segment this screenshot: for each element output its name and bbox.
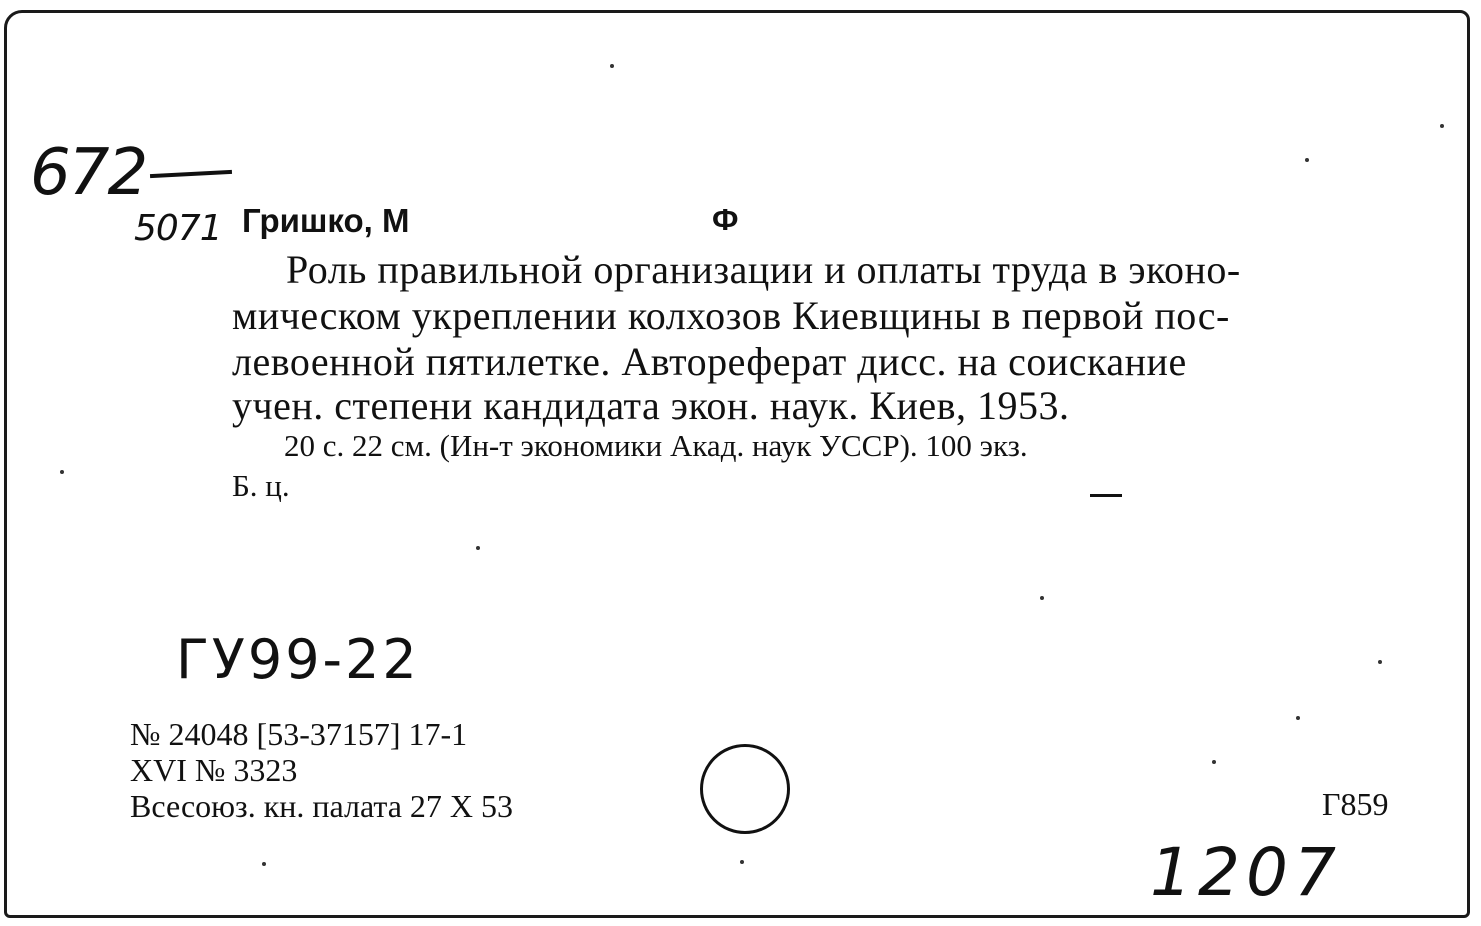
speck (1296, 716, 1300, 720)
printer-code: Г859 (1322, 786, 1389, 822)
speck (60, 470, 64, 474)
speck (1305, 158, 1309, 162)
title-line: левоенной пятилетке. Автореферат дисс. на соискание (232, 339, 1187, 384)
price-note: Б. ц. (232, 468, 290, 503)
stamp-circle (700, 744, 790, 834)
shelf-mark-top: 672 (30, 136, 147, 210)
speck (262, 862, 266, 866)
physical-description: 20 с. 22 см. (Ин-т экономики Акад. наук УССР). 100 экз. (284, 428, 1028, 463)
speck (1378, 660, 1382, 664)
author-name: Гришко, М (242, 202, 410, 239)
shelf-mark-bottom: 5071 (134, 208, 222, 249)
speck (476, 546, 480, 550)
author-patronymic: Ф (712, 202, 739, 237)
speck (610, 64, 614, 68)
handwritten-number: 1207 (1150, 834, 1342, 911)
title-line: Роль правильной организации и оплаты труда в эконо- (286, 247, 1241, 292)
speck (1040, 596, 1044, 600)
dash-mark (1090, 494, 1122, 497)
registration-chamber: Всесоюз. кн. палата 27 X 53 (130, 788, 513, 824)
speck (1440, 124, 1444, 128)
speck (1212, 760, 1216, 764)
handwritten-code: ГУ99-22 (176, 628, 420, 691)
registration-number: № 24048 [53-37157] 17-1 (130, 716, 468, 752)
speck (740, 860, 744, 864)
title-line: мическом укреплении колхозов Киевщины в первой пос- (232, 293, 1230, 338)
title-line: учен. степени кандидата экон. наук. Киев, 1953. (232, 383, 1070, 428)
registration-series: XVI № 3323 (130, 752, 298, 788)
